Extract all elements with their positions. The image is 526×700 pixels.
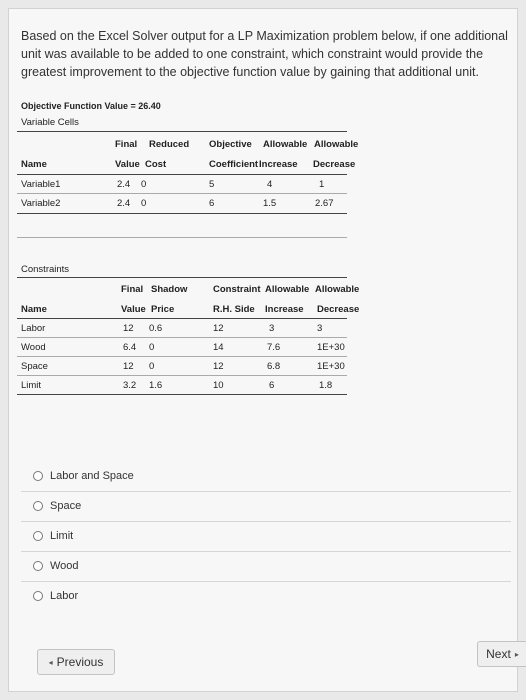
var-header-reduced: Reduced [149,139,190,150]
option-labor[interactable] [21,581,511,611]
divider [17,193,347,194]
question-card [8,8,518,692]
radio-icon[interactable] [33,561,43,571]
constraint-increase: 7.6 [267,342,281,353]
variable-coefficient: 5 [209,179,215,190]
constraint-name: Wood [21,342,46,353]
radio-icon[interactable] [33,471,43,481]
option-limit[interactable] [21,521,511,551]
constraint-increase: 3 [269,323,275,334]
variable-cells-label: Variable Cells [21,117,79,128]
divider [17,237,347,238]
con-header-constraint: Constraint [213,284,261,295]
constraint-price: 1.6 [149,380,163,391]
constraint-decrease: 1.8 [319,380,333,391]
constraint-rhs: 14 [213,342,224,353]
variable-value: 2.4 [117,198,131,209]
next-button[interactable] [477,641,526,667]
variable-increase: 1.5 [263,198,277,209]
question-text: Based on the Excel Solver output for a LP Maximization problem below, if one additional unit was available to be added to one constraint, which constraint would provide the greatest improvement to the objective function value by gaining that additional unit. [21,29,508,79]
var-header-cost: Cost [145,159,167,170]
divider [17,174,347,175]
divider [17,337,347,338]
constraint-rhs: 12 [213,323,224,334]
radio-icon[interactable] [33,501,43,511]
constraint-value: 12 [123,323,134,334]
var-header-coefficient: Coefficient [209,159,259,170]
option-space[interactable] [21,491,511,521]
constraint-value: 6.4 [123,342,137,353]
divider [17,318,347,319]
option-labor-and-space[interactable] [21,461,511,491]
variable-cost: 0 [141,179,147,190]
radio-icon[interactable] [33,531,43,541]
next-label: Next [486,647,511,661]
option-label: Space [50,500,82,512]
variable-increase: 4 [267,179,273,190]
constraint-value: 3.2 [123,380,137,391]
constraint-price: 0.6 [149,323,163,334]
chevron-left-icon: ◂ [48,657,53,667]
constraint-decrease: 1E+30 [317,342,345,353]
radio-icon[interactable] [33,591,43,601]
var-header-allowable-dec: Allowable [314,139,359,150]
var-header-objective: Objective [209,139,252,150]
constraint-name: Labor [21,323,46,334]
previous-button[interactable] [37,649,115,675]
divider [17,356,347,357]
option-wood[interactable] [21,551,511,581]
objective-function-value: Objective Function Value = 26.40 [21,101,161,111]
variable-value: 2.4 [117,179,131,190]
con-header-rhs: R.H. Side [213,304,255,315]
divider [17,131,347,132]
var-header-decrease: Decrease [313,159,356,170]
variable-decrease: 1 [319,179,325,190]
option-label: Labor and Space [50,470,134,482]
con-header-allowable-dec: Allowable [315,284,360,295]
constraint-increase: 6.8 [267,361,281,372]
constraint-price: 0 [149,342,155,353]
constraint-decrease: 3 [317,323,323,334]
constraint-decrease: 1E+30 [317,361,345,372]
option-label: Limit [50,530,74,542]
variable-name: Variable1 [21,179,61,190]
con-header-allowable-inc: Allowable [265,284,310,295]
chevron-right-icon: ▸ [514,649,519,659]
divider [17,213,347,214]
divider [17,277,347,278]
con-header-value: Value [121,304,146,315]
constraints-label: Constraints [21,264,70,275]
constraint-value: 12 [123,361,134,372]
con-header-increase: Increase [265,304,304,315]
variable-cost: 0 [141,198,147,209]
con-header-final: Final [121,284,144,295]
divider [17,394,347,395]
con-header-shadow: Shadow [151,284,188,295]
var-header-increase: Increase [259,159,298,170]
con-header-decrease: Decrease [317,304,360,315]
con-header-name: Name [21,304,47,315]
var-header-final: Final [115,139,138,150]
option-label: Labor [50,590,79,602]
variable-name: Variable2 [21,198,61,209]
constraint-name: Space [21,361,48,372]
divider [17,375,347,376]
constraint-rhs: 10 [213,380,224,391]
var-header-allowable-inc: Allowable [263,139,308,150]
previous-label: Previous [56,655,104,669]
con-header-price: Price [151,304,175,315]
option-label: Wood [50,560,79,572]
constraint-name: Limit [21,380,42,391]
variable-decrease: 2.67 [315,198,334,209]
constraint-rhs: 12 [213,361,224,372]
variable-coefficient: 6 [209,198,215,209]
constraint-price: 0 [149,361,155,372]
var-header-value: Value [115,159,140,170]
var-header-name: Name [21,159,47,170]
constraint-increase: 6 [269,380,275,391]
